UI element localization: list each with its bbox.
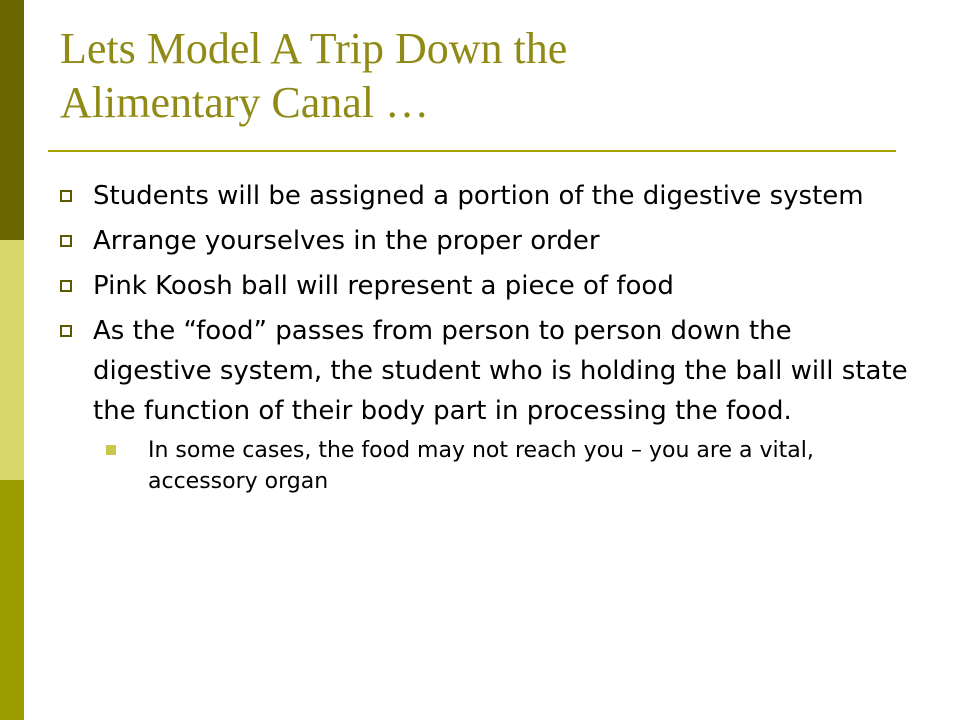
slide-title-line-2: Alimentary Canal … bbox=[60, 78, 430, 127]
sidebar-band-middle bbox=[0, 240, 24, 480]
bullet-text: As the “food” passes from person to person down the digestive system, the student who is holding the ball will state the function of their body part in processing the food. bbox=[93, 316, 908, 426]
title-divider bbox=[48, 150, 896, 152]
bullet-text: Students will be assigned a portion of the digestive system bbox=[93, 181, 864, 211]
hollow-square-bullet-icon bbox=[60, 325, 72, 337]
subbullet-item bbox=[106, 435, 910, 497]
bullet-item bbox=[60, 221, 910, 261]
hollow-square-bullet-icon bbox=[60, 190, 72, 202]
slide-title-line-1: Lets Model A Trip Down the bbox=[60, 24, 568, 73]
slide-title bbox=[60, 22, 920, 130]
filled-square-bullet-icon bbox=[106, 445, 116, 455]
bullet-item bbox=[60, 176, 910, 216]
bullet-item bbox=[60, 266, 910, 306]
subbullet-list bbox=[93, 435, 910, 497]
bullet-text: Arrange yourselves in the proper order bbox=[93, 226, 600, 256]
slide-body bbox=[60, 176, 910, 502]
sidebar-band-top bbox=[0, 0, 24, 240]
bullet-text: Pink Koosh ball will represent a piece of food bbox=[93, 271, 674, 301]
sidebar-band-bottom bbox=[0, 480, 24, 720]
bullet-list bbox=[60, 176, 910, 497]
bullet-item bbox=[60, 311, 910, 497]
decorative-sidebar bbox=[0, 0, 24, 720]
hollow-square-bullet-icon bbox=[60, 280, 72, 292]
subbullet-text: In some cases, the food may not reach you – you are a vital, accessory organ bbox=[148, 438, 814, 494]
hollow-square-bullet-icon bbox=[60, 235, 72, 247]
